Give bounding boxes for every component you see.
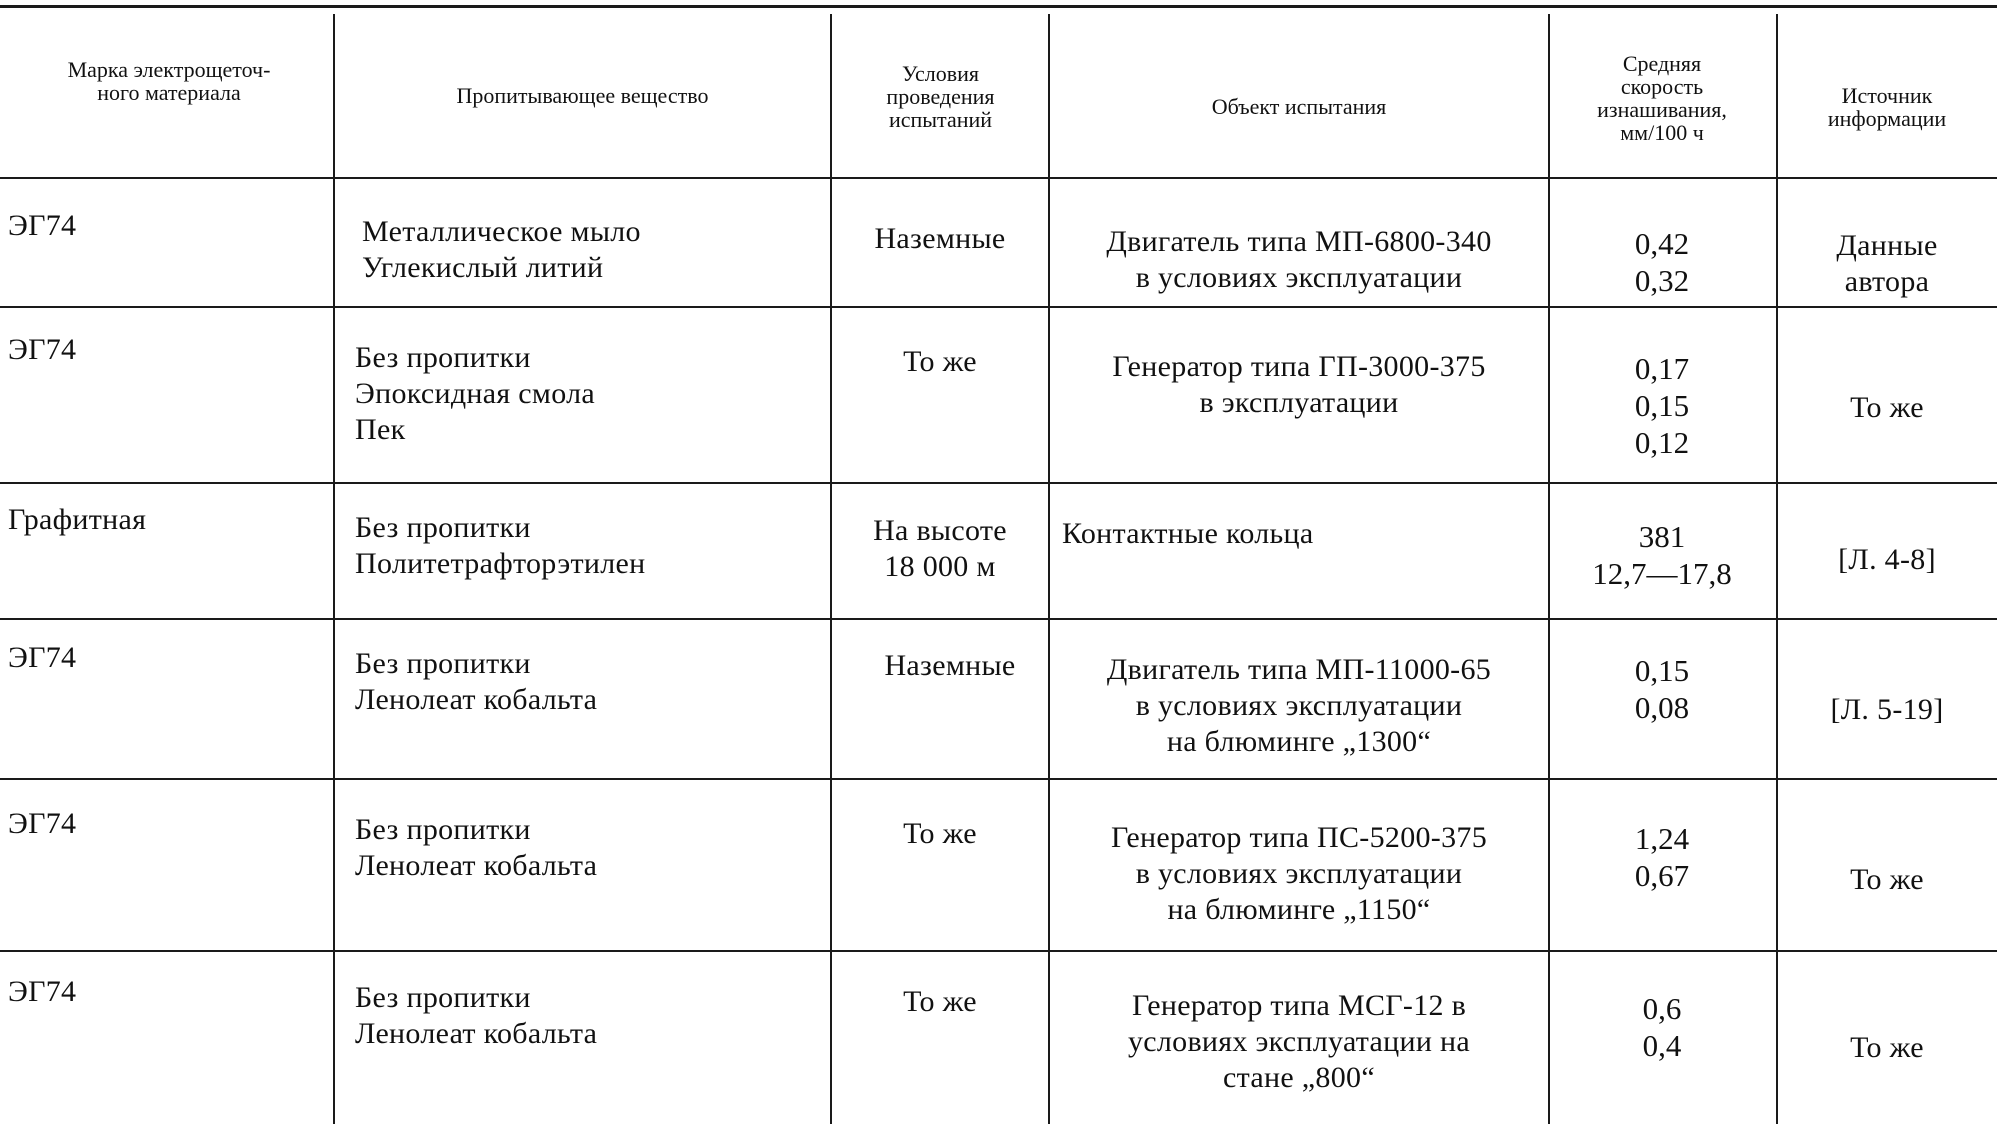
table-row-1-conditions: Наземные: [874, 222, 1006, 255]
table-row-6-substance: Без пропитки Ленолеат кобальта: [355, 981, 598, 1050]
table-row-2-object: Генератор типа ГП-3000-375 в эксплуатации: [1112, 350, 1486, 419]
table-row-6-object: Генератор типа МСГ-12 в условиях эксплуатации на стане „800“: [1127, 989, 1471, 1094]
table-row-2-substance: Без пропитки Эпоксидная смола Пек: [355, 341, 595, 446]
table-row-6-wear-rate: 0,6 0,4: [1642, 991, 1682, 1063]
table-row-4-substance: Без пропитки Ленолеат кобальта: [355, 647, 598, 716]
table-row-3-wear-rate: 381 12,7—17,8: [1592, 519, 1732, 591]
table-row-1-source: Данные автора: [1836, 229, 1938, 298]
table-row-5-source: То же: [1850, 863, 1924, 896]
table-row-4-wear-rate: 0,15 0,08: [1634, 653, 1690, 725]
row-separator: [0, 778, 1997, 780]
table-row-5-conditions: То же: [903, 817, 977, 850]
table-row-4-material: ЭГ74: [8, 641, 77, 674]
header-material: Марка электрощеточ- ного материала: [67, 57, 271, 105]
table-row-2-conditions: То же: [903, 345, 977, 378]
table-row-2-source: То же: [1850, 391, 1924, 424]
column-divider: [1048, 14, 1050, 1124]
table-row-2-material: ЭГ74: [8, 333, 77, 366]
table-row-3-conditions: На высоте 18 000 м: [873, 514, 1007, 583]
table-row-1-object: Двигатель типа МП-6800-340 в условиях эксплуатации: [1106, 225, 1492, 294]
table-row-1-substance: Металлическое мыло Углекислый литий: [362, 215, 641, 284]
table-row-5-substance: Без пропитки Ленолеат кобальта: [355, 813, 598, 882]
header-substance: Пропитывающее вещество: [456, 83, 709, 108]
table-row-5-object: Генератор типа ПС-5200-375 в условиях эксплуатации на блюминге „1150“: [1111, 821, 1487, 926]
table-row-5-material: ЭГ74: [8, 807, 77, 840]
column-divider: [1776, 14, 1778, 1124]
table-row-3-material: Графитная: [8, 503, 147, 536]
header-conditions: Условия проведения испытаний: [886, 61, 995, 132]
row-separator: [0, 618, 1997, 620]
table-row-4-object: Двигатель типа МП-11000-65 в условиях эксплуатации на блюминге „1300“: [1106, 653, 1492, 758]
column-divider: [830, 14, 832, 1124]
column-divider: [333, 14, 335, 1124]
table-row-1-material: ЭГ74: [8, 209, 77, 242]
table-row-2-wear-rate: 0,17 0,15 0,12: [1634, 351, 1690, 460]
row-separator: [0, 306, 1997, 308]
row-separator: [0, 482, 1997, 484]
table-row-4-conditions: Наземные: [884, 649, 1016, 682]
table-top-rule: [0, 5, 1997, 8]
table-row-6-conditions: То же: [903, 985, 977, 1018]
table-row-3-substance: Без пропитки Политетрафторэтилен: [355, 511, 646, 580]
table-row-6-material: ЭГ74: [8, 975, 77, 1008]
header-wear-rate: Средняя скорость изнашивания, мм/100 ч: [1597, 51, 1727, 145]
column-divider: [1548, 14, 1550, 1124]
table-row-3-object: Контактные кольца: [1062, 517, 1314, 550]
table-row-4-source: [Л. 5-19]: [1830, 693, 1944, 726]
header-bottom-rule: [0, 177, 1997, 179]
header-source: Источник информации: [1827, 83, 1947, 131]
table-row-5-wear-rate: 1,24 0,67: [1634, 821, 1690, 893]
row-separator: [0, 950, 1997, 952]
table-row-3-source: [Л. 4-8]: [1838, 543, 1936, 576]
table-row-1-wear-rate: 0,42 0,32: [1634, 226, 1690, 298]
header-object: Объект испытания: [1211, 94, 1387, 119]
table-row-6-source: То же: [1850, 1031, 1924, 1064]
